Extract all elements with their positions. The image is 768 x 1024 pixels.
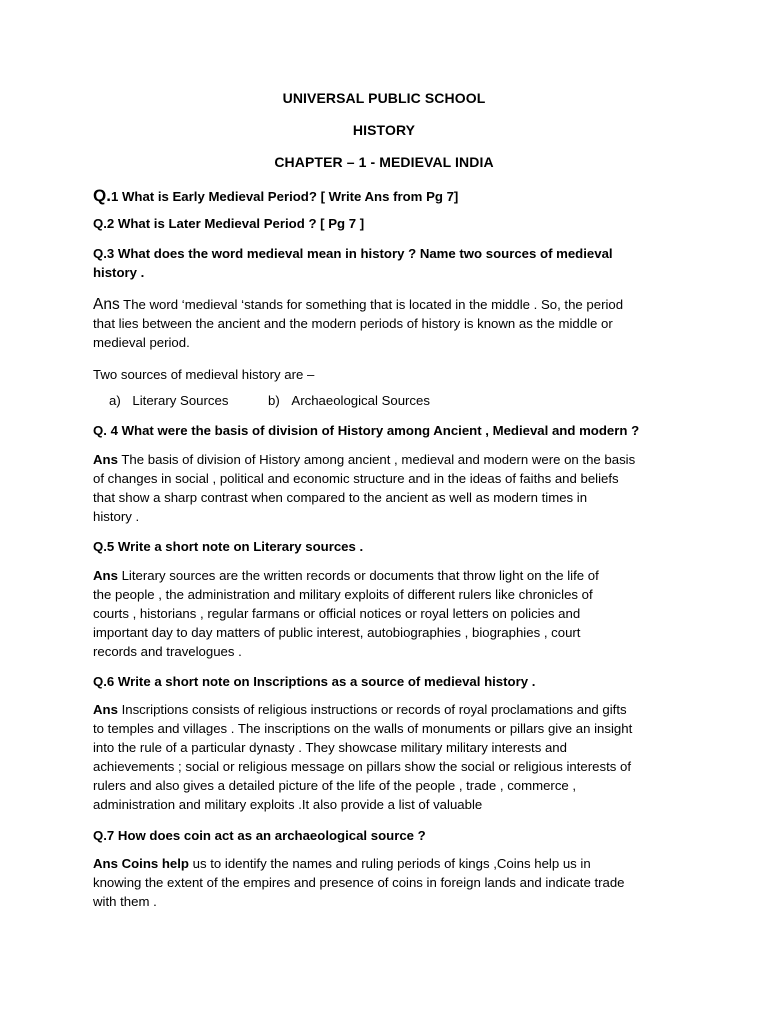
answer-5-line: the people , the administration and military exploits of different rulers like chronicles of bbox=[93, 587, 593, 602]
source-item-a bbox=[109, 393, 228, 408]
answer-4-label: Ans bbox=[93, 452, 118, 467]
answer-6-label: Ans bbox=[93, 702, 118, 717]
answer-5-line: Literary sources are the written records or documents that throw light on the life of bbox=[117, 568, 599, 583]
answer-6-line: into the rule of a particular dynasty . They showcase military military interests and bbox=[93, 740, 567, 755]
answer-6-line: administration and military exploits .It also provide a list of valuable bbox=[93, 797, 483, 812]
chapter-title: CHAPTER – 1 - MEDIEVAL INDIA bbox=[274, 154, 494, 170]
answer-6-line: rulers and also gives a detailed picture of the life of the people , trade , commerce , bbox=[93, 778, 577, 793]
answer-4-line: that show a sharp contrast when compared to the ancient as well as modern times in bbox=[93, 490, 588, 505]
answer-5-line: records and travelogues . bbox=[93, 644, 242, 659]
question-3-line: history . bbox=[93, 265, 145, 280]
question-7: Q.7 How does coin act as an archaeological source ? bbox=[93, 828, 426, 843]
answer-7-line: with them . bbox=[93, 894, 157, 909]
question-1-prefix: Q. bbox=[93, 186, 111, 205]
answer-4-line: history . bbox=[93, 509, 140, 524]
answer-7-line: us to identify the names and ruling periods of kings ,Coins help us in bbox=[188, 856, 591, 871]
answer-5-label: Ans bbox=[93, 568, 118, 583]
question-1-text: What is Early Medieval Period? [ Write Ans from Pg 7] bbox=[118, 189, 459, 204]
answer-6-line: to temples and villages . The inscriptions on the walls of monuments or pillars give an insight bbox=[93, 721, 633, 736]
sources-intro: Two sources of medieval history are – bbox=[93, 367, 315, 382]
question-2: Q.2 What is Later Medieval Period ? [ Pg 7 ] bbox=[93, 216, 365, 231]
question-1-number: 1 bbox=[110, 189, 119, 204]
source-item-b bbox=[268, 393, 430, 408]
answer-6-line: Inscriptions consists of religious instructions or records of royal proclamations and gifts bbox=[117, 702, 627, 717]
answer-4-line: The basis of division of History among ancient , medieval and modern were on the basis bbox=[117, 452, 636, 467]
answer-3-line: medieval period. bbox=[93, 335, 190, 350]
question-3-line: Q.3 What does the word medieval mean in history ? Name two sources of medieval bbox=[93, 246, 613, 261]
answer-3 bbox=[93, 295, 678, 352]
answer-7 bbox=[93, 854, 678, 911]
answer-3-label: Ans bbox=[93, 296, 120, 313]
answer-4-line: of changes in social , political and economic structure and in the ideas of faiths and beliefs bbox=[93, 471, 619, 486]
school-title: UNIVERSAL PUBLIC SCHOOL bbox=[282, 90, 486, 106]
answer-6 bbox=[93, 700, 678, 814]
answer-4 bbox=[93, 450, 678, 526]
answer-5 bbox=[93, 566, 678, 661]
answer-3-line: The word ‘medieval ‘stands for something that is located in the middle . So, the period bbox=[119, 297, 624, 312]
source-item-marker: a) bbox=[109, 393, 121, 408]
question-5: Q.5 Write a short note on Literary sources . bbox=[93, 539, 364, 554]
question-6: Q.6 Write a short note on Inscriptions as a source of medieval history . bbox=[93, 674, 536, 689]
answer-6-line: achievements ; social or religious message on pillars show the social or religious interests of bbox=[93, 759, 632, 774]
answer-5-line: important day to day matters of public interest, autobiographies , biographies , court bbox=[93, 625, 581, 640]
subject-title: HISTORY bbox=[352, 122, 416, 138]
answer-7-label: Ans Coins help bbox=[93, 856, 189, 871]
question-1 bbox=[93, 186, 678, 206]
answer-7-line: knowing the extent of the empires and presence of coins in foreign lands and indicate trade bbox=[93, 875, 625, 890]
answer-5-line: courts , historians , regular farmans or official notices or royal letters on policies and bbox=[93, 606, 581, 621]
source-item-marker: b) bbox=[268, 393, 280, 408]
source-item-label: Literary Sources bbox=[132, 393, 229, 408]
answer-3-line: that lies between the ancient and the modern periods of history is known as the middle or bbox=[93, 316, 613, 331]
source-item-label: Archaeological Sources bbox=[291, 393, 430, 408]
question-4: Q. 4 What were the basis of division of History among Ancient , Medieval and modern ? bbox=[93, 423, 640, 438]
question-3 bbox=[93, 244, 678, 282]
